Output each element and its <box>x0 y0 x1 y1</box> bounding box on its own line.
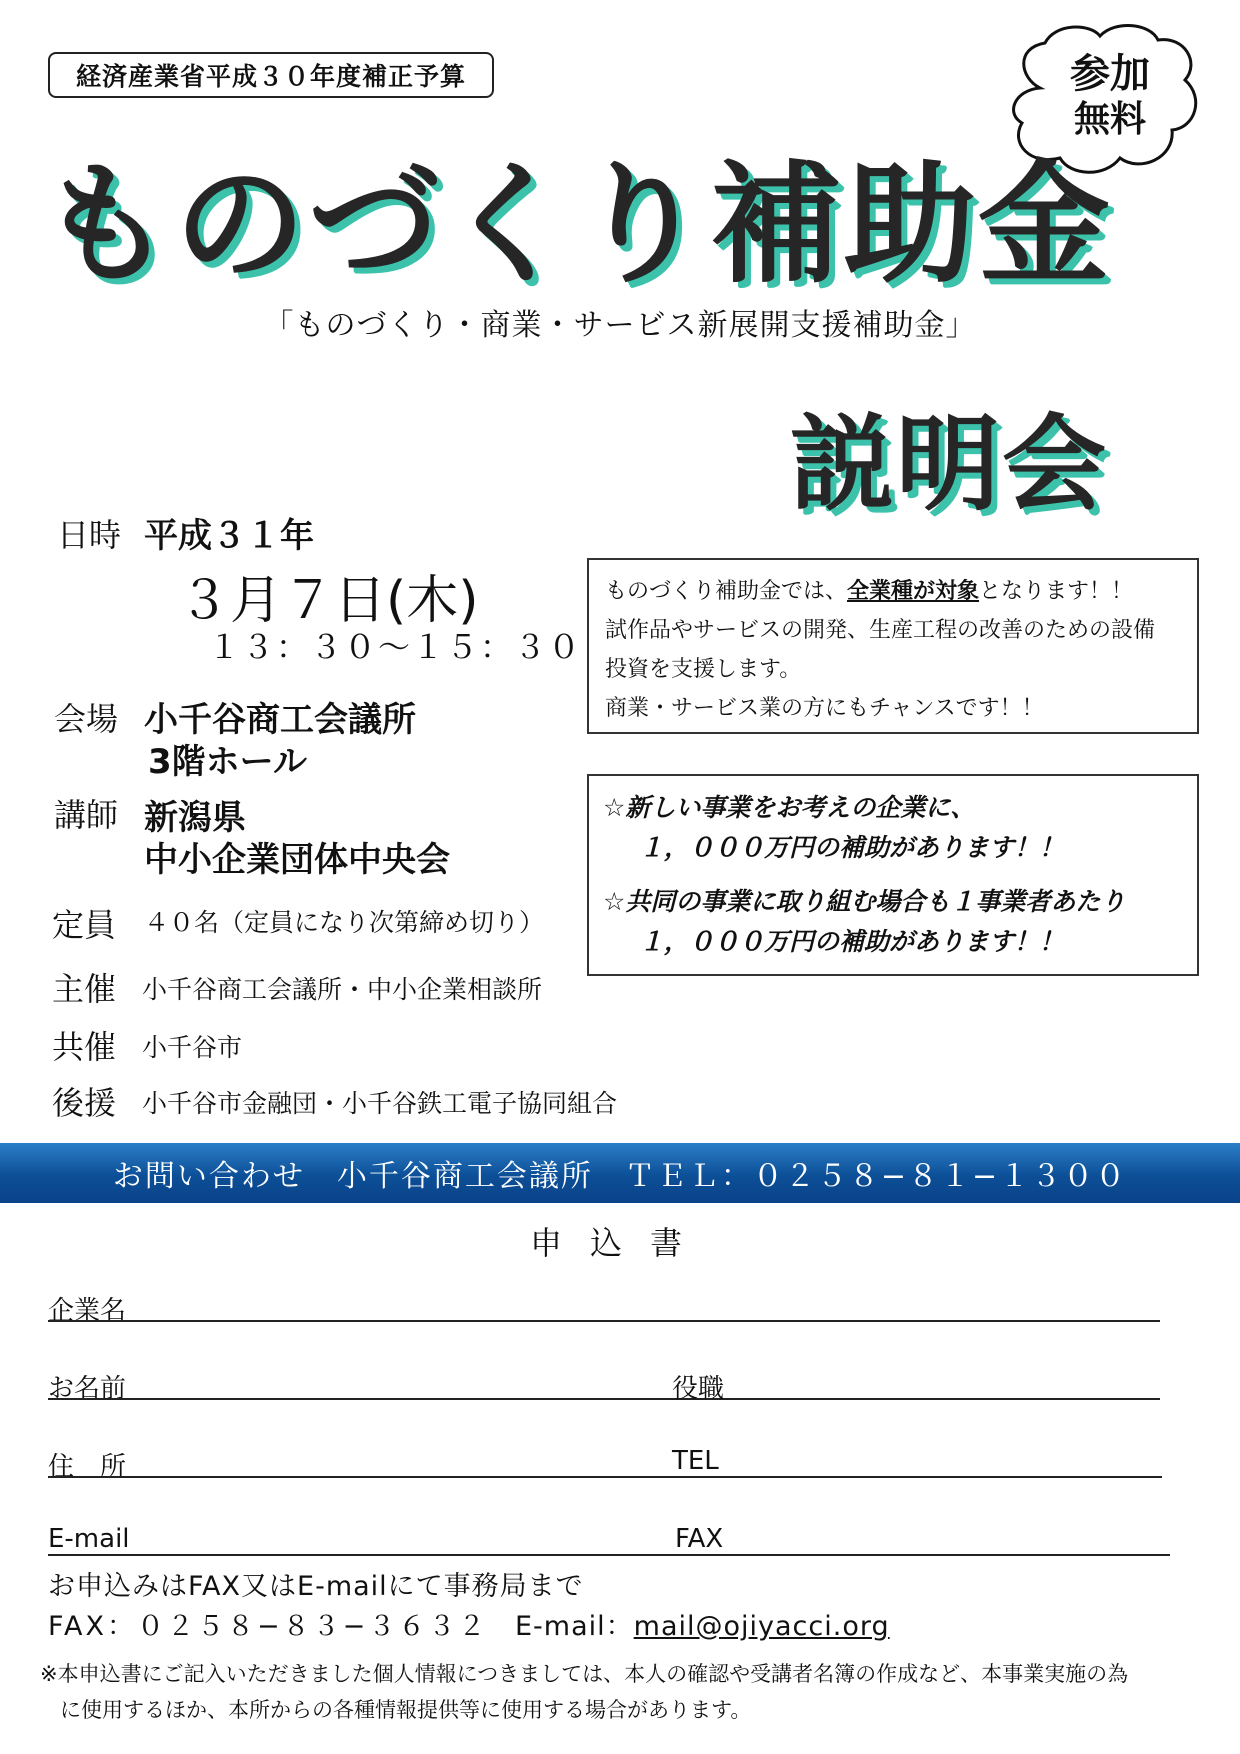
info-emphasis: 全業種が対象 <box>847 579 980 604</box>
subsidy-box <box>587 774 1199 976</box>
info-box <box>587 558 1199 734</box>
form-title: 申込書 <box>529 1224 710 1262</box>
email-link[interactable]: mail@ojiyacci.org <box>633 1611 890 1642</box>
tel-label: TEL <box>672 1446 719 1476</box>
address-field[interactable] <box>48 1476 1162 1478</box>
capacity-label: 定員 <box>52 906 117 944</box>
info-line-1 <box>605 572 1181 611</box>
info-line-2: 試作品やサービスの開発、生産工程の改善のための設備 <box>605 618 1156 643</box>
support-label: 後援 <box>52 1084 117 1122</box>
fax-label: FAX <box>675 1524 724 1554</box>
subsidy-item-2-line-1: ☆共同の事業に取り組む場合も１事業者あたり <box>603 887 1126 916</box>
cohost-label: 共催 <box>52 1028 117 1066</box>
organizer-label: 主催 <box>52 970 117 1008</box>
contact-bar: お問い合わせ 小千谷商工会議所 ＴＥＬ：０２５８−８１−１３００ <box>0 1143 1240 1203</box>
name-label: お名前 <box>48 1374 127 1404</box>
email-contact-label: E-mail： <box>515 1611 634 1642</box>
subtitle: 「ものづくり・商業・サービス新展開支援補助金」 <box>263 308 977 343</box>
cohost-value: 小千谷市 <box>142 1033 243 1062</box>
info-line-3: 投資を支援します。 <box>605 657 802 682</box>
lecturer-label: 講師 <box>54 796 119 834</box>
email-label: E-mail <box>48 1524 130 1554</box>
privacy-note <box>40 1656 1230 1728</box>
position-label: 役職 <box>672 1374 725 1404</box>
info-line-4: 商業・サービス業の方にもチャンスです！！ <box>605 696 1044 721</box>
email-field[interactable] <box>48 1554 1170 1556</box>
lecturer-line-1: 新潟県 <box>144 798 246 838</box>
capacity-value: ４０名（定員になり次第締め切り） <box>144 908 545 937</box>
privacy-line-1: ※本申込書にご記入いただきました個人情報につきましては、本人の確認や受講者名簿の作成など、本事業実施の為 <box>40 1662 1129 1686</box>
company-label: 企業名 <box>48 1296 127 1326</box>
email-contact <box>515 1604 890 1643</box>
fax-number: FAX：０２５８−８３−３６３２ <box>48 1611 489 1642</box>
company-field[interactable] <box>48 1320 1160 1322</box>
badge-line-1: 参加 <box>1070 51 1150 97</box>
venue-name: 小千谷商工会議所 <box>144 700 416 740</box>
name-field[interactable] <box>48 1398 1160 1400</box>
venue-label: 会場 <box>54 700 119 738</box>
event-time: １３：３０〜１５：３０ <box>208 628 583 666</box>
main-title: ものづくり補助金 <box>40 148 1112 302</box>
apply-note: お申込みはFAX又はE-mailにて事務局まで <box>48 1571 584 1602</box>
info-line-1-pre: ものづくり補助金では、 <box>605 579 848 604</box>
event-date: ３月７日(木) <box>178 571 479 631</box>
event-year: 平成３１年 <box>144 516 314 556</box>
event-name: 説明会 <box>790 403 1109 525</box>
privacy-line-2: に使用するほか、本所からの各種情報提供等に使用する場合があります。 <box>60 1698 752 1722</box>
subsidy-item-2-line-2: １，０００万円の補助があります！！ <box>639 927 1065 956</box>
venue-room: 3階ホール <box>148 742 307 782</box>
info-line-1-post: となります！！ <box>979 579 1134 604</box>
datetime-label: 日時 <box>57 516 122 554</box>
address-label: 住 所 <box>48 1452 127 1482</box>
lecturer-line-2: 中小企業団体中央会 <box>144 840 450 880</box>
subsidy-item-1-line-2: １，０００万円の補助があります！！ <box>639 833 1065 862</box>
organizer-value: 小千谷商工会議所・中小企業相談所 <box>142 975 543 1004</box>
badge-line-2: 無料 <box>1073 99 1146 140</box>
budget-label: 経済産業省平成３０年度補正予算 <box>48 52 494 98</box>
support-value: 小千谷市金融団・小千谷鉄工電子協同組合 <box>142 1089 618 1118</box>
subsidy-item-1-line-1: ☆新しい事業をお考えの企業に、 <box>603 793 976 822</box>
